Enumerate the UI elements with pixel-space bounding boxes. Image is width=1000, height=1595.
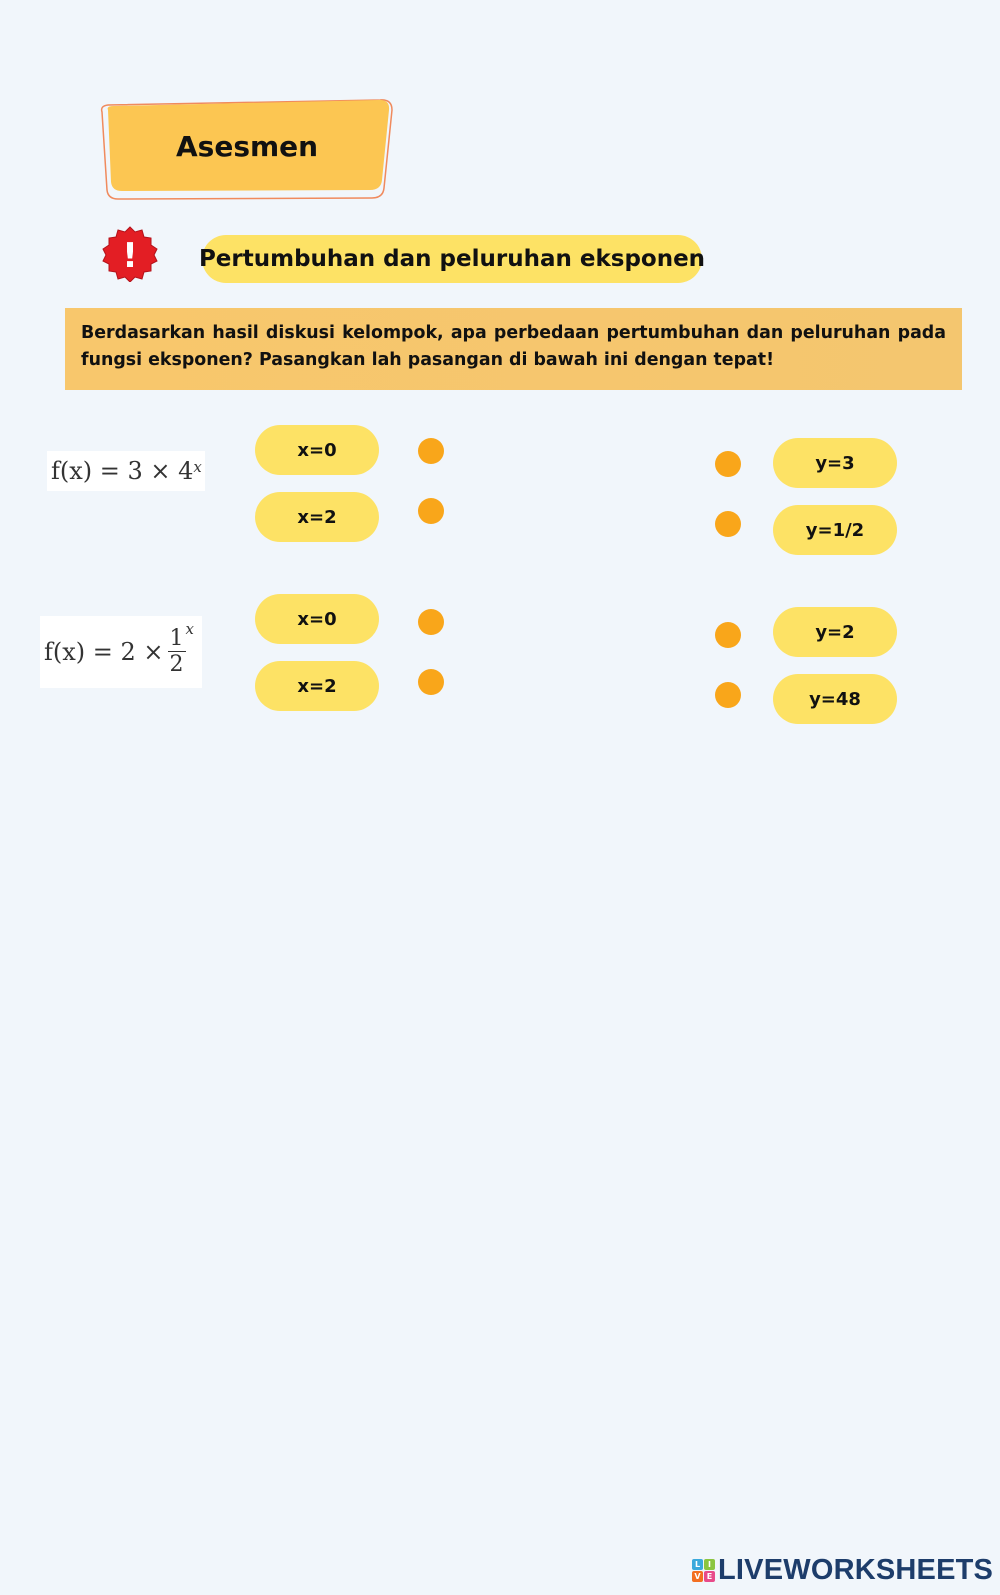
- page-title: Asesmen: [176, 130, 319, 163]
- option-y-half[interactable]: y=1/2: [773, 505, 897, 555]
- logo-letter-i: I: [704, 1559, 715, 1570]
- connector-dot-x2-group2[interactable]: [418, 669, 444, 695]
- formula-growth: [47, 451, 205, 491]
- instruction-text: Berdasarkan hasil diskusi kelompok, apa perbedaan pertumbuhan dan peluruhan pada fungsi eksponen? Pasangkan lah pasangan di bawah ini dengan tepat!: [81, 323, 946, 370]
- option-y2[interactable]: y=2: [773, 607, 897, 657]
- fraction-numerator: 1: [169, 626, 184, 651]
- alert-symbol: !: [122, 236, 138, 276]
- formula-growth-prefix: f(x) = 3 × 4: [51, 457, 194, 485]
- formula-decay-exponent: x: [185, 620, 194, 638]
- connector-dot-x0-group1[interactable]: [418, 438, 444, 464]
- connector-dot-x2-group1[interactable]: [418, 498, 444, 524]
- logo-text: LIVEWORKSHEETS: [718, 1553, 994, 1586]
- logo-grid-icon: [692, 1559, 715, 1582]
- subtitle-text: Pertumbuhan dan peluruhan eksponen: [198, 246, 706, 272]
- fraction-denominator: 2: [169, 652, 184, 677]
- logo-letter-l: L: [692, 1559, 703, 1570]
- option-y48[interactable]: y=48: [773, 674, 897, 724]
- subtitle-badge: [198, 235, 706, 283]
- instruction-box: [65, 308, 962, 390]
- connector-dot-y2[interactable]: [715, 622, 741, 648]
- connector-dot-y3[interactable]: [715, 451, 741, 477]
- logo-letter-v: V: [692, 1571, 703, 1582]
- formula-growth-exponent: x: [193, 458, 202, 476]
- option-x0-group2[interactable]: x=0: [255, 594, 379, 644]
- option-y3[interactable]: y=3: [773, 438, 897, 488]
- section-header: [100, 98, 400, 202]
- formula-decay-fraction: [168, 628, 186, 676]
- option-x2-group2[interactable]: x=2: [255, 661, 379, 711]
- option-x2-group1[interactable]: x=2: [255, 492, 379, 542]
- logo-letter-e: E: [704, 1571, 715, 1582]
- connector-dot-x0-group2[interactable]: [418, 609, 444, 635]
- liveworksheets-logo: [692, 1553, 993, 1587]
- exclamation-badge-icon: [102, 226, 158, 282]
- formula-decay: [40, 616, 202, 688]
- connector-dot-y48[interactable]: [715, 682, 741, 708]
- option-x0-group1[interactable]: x=0: [255, 425, 379, 475]
- formula-decay-prefix: f(x) = 2 ×: [44, 638, 164, 666]
- connector-dot-y-half[interactable]: [715, 511, 741, 537]
